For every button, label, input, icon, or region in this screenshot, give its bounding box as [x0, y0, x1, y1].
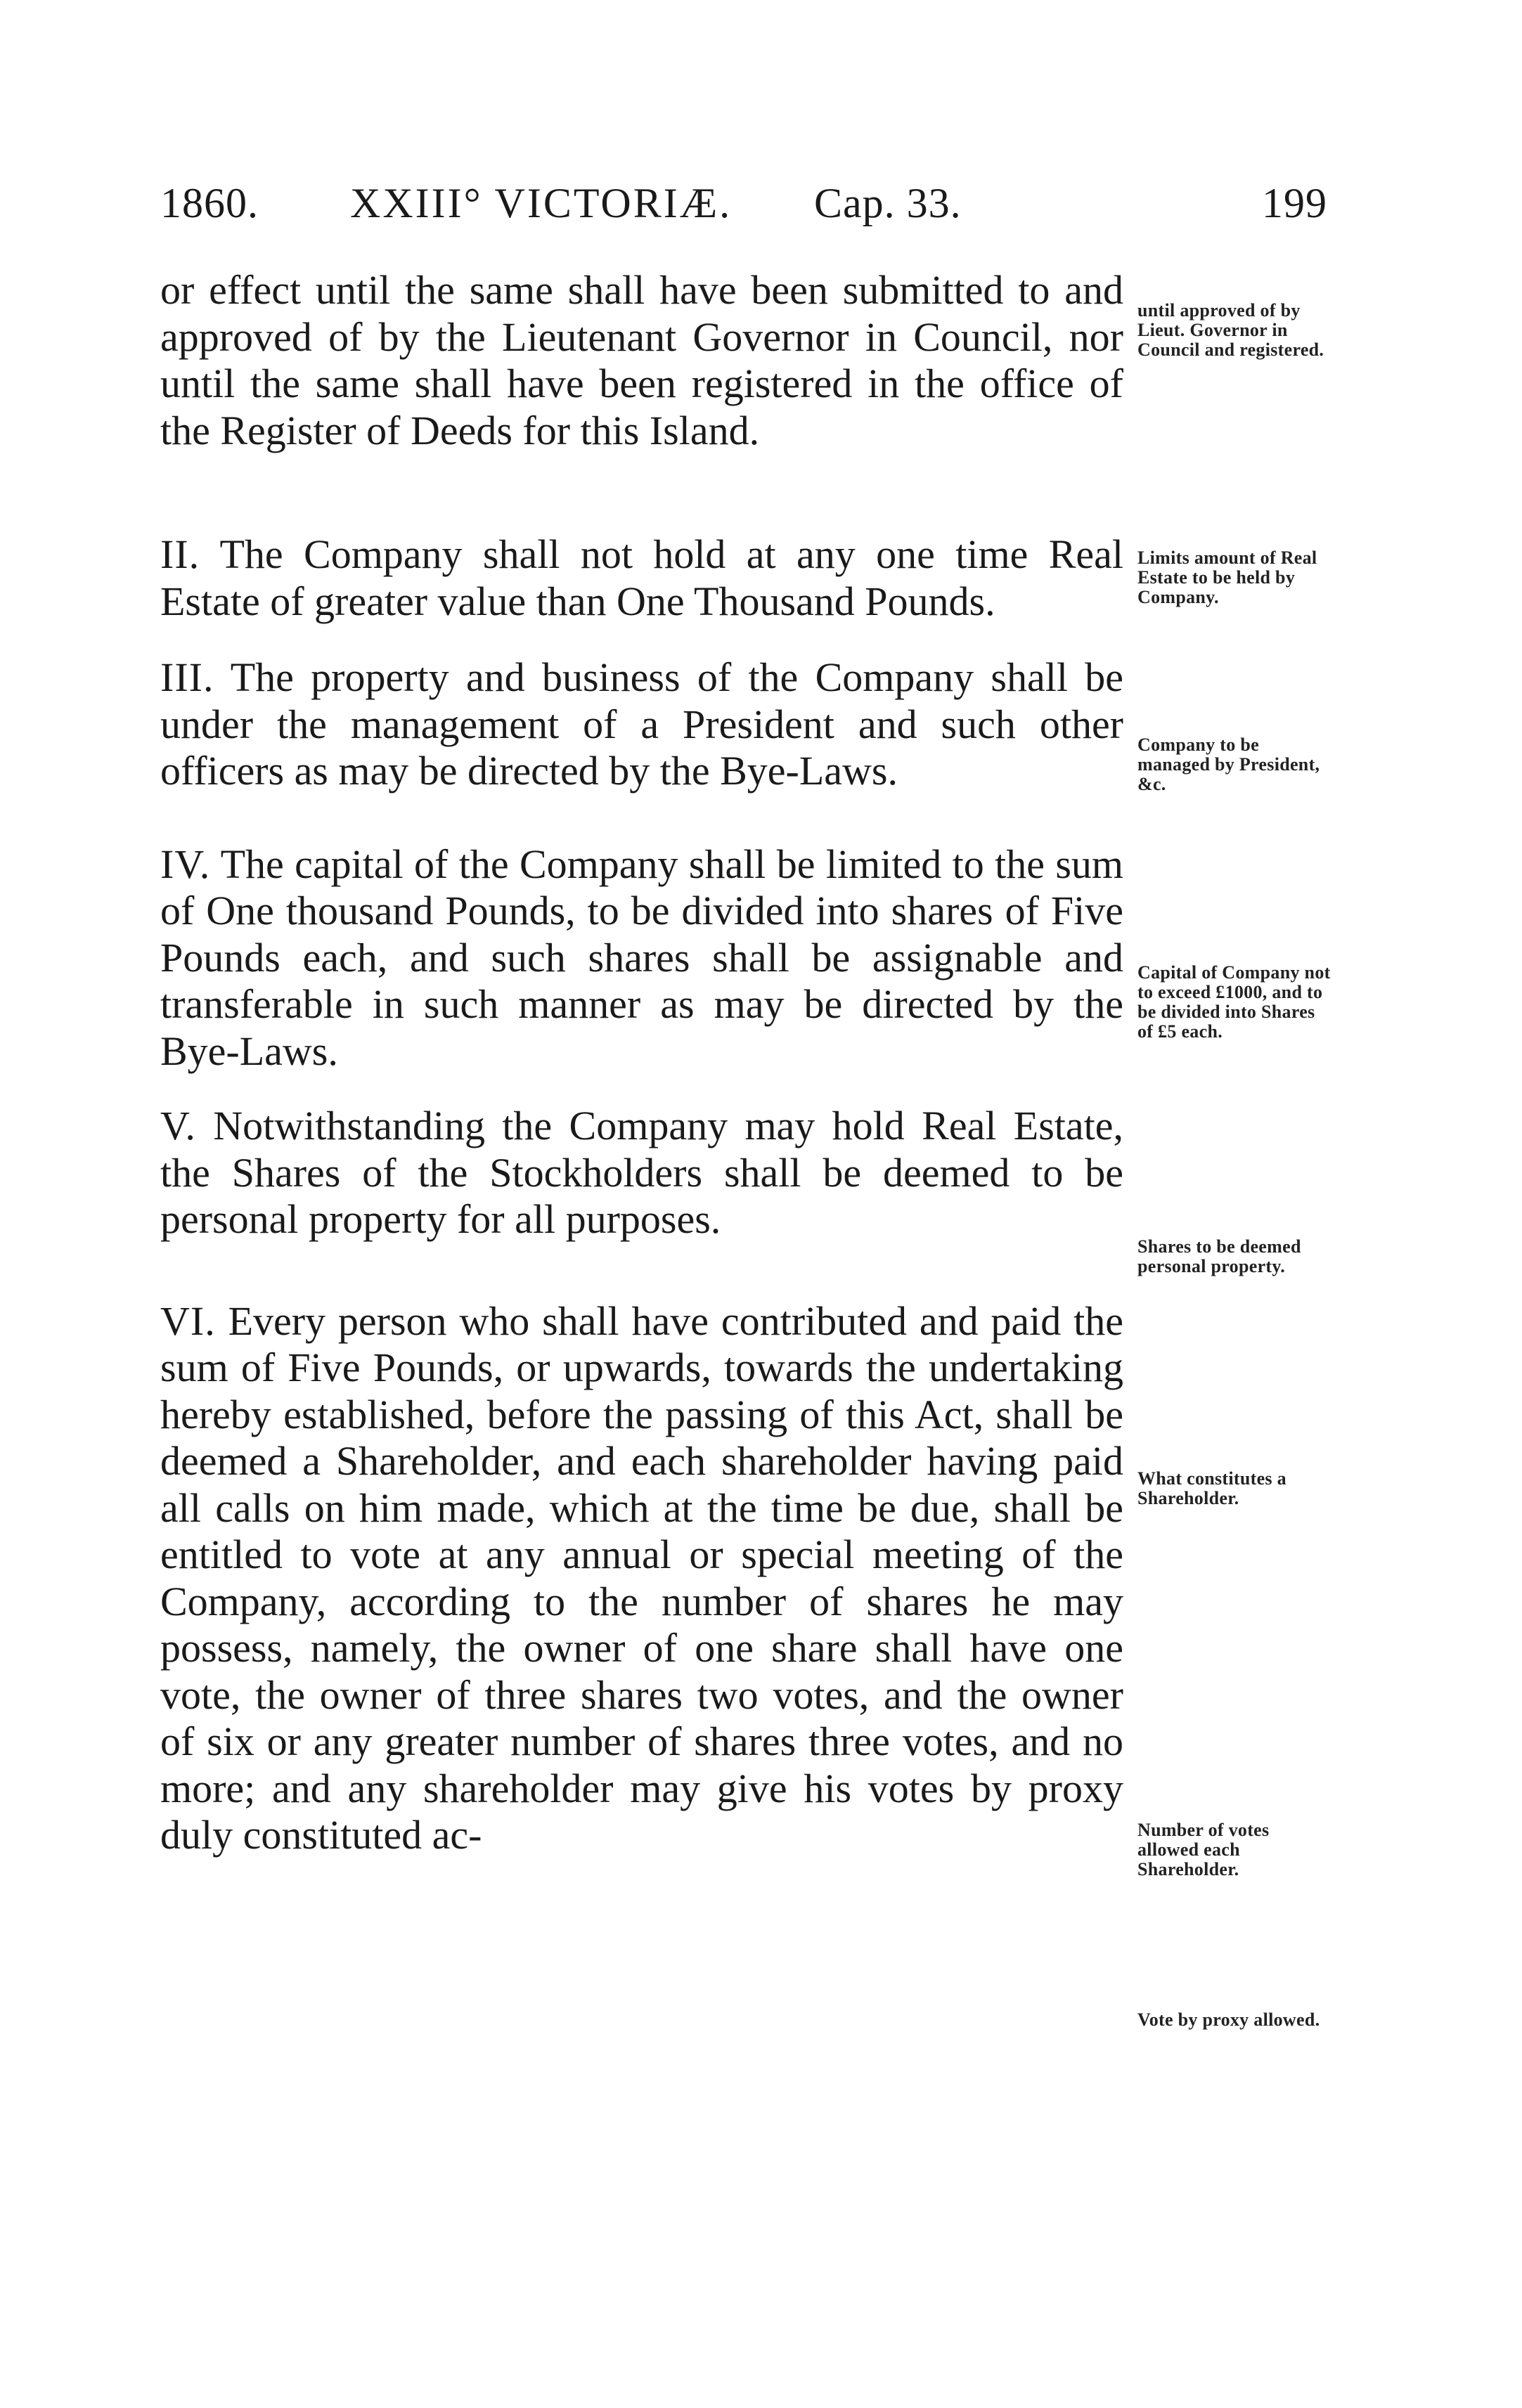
- section-iv: [160, 841, 1123, 1075]
- margin-note-approval: until approved of by Lieut. Governor in Council and registered.: [1137, 300, 1324, 360]
- page-number: 199: [1262, 180, 1327, 226]
- body-text: [160, 267, 1123, 1859]
- section-number: V.: [160, 1103, 196, 1148]
- margin-note-proxy: Vote by proxy allowed.: [1137, 2009, 1320, 2030]
- section-text: Every person who shall have contributed and paid the sum of Five Pounds, or upwards, towards the undertaking hereby established, before the passing of this Act, shall be deemed a Shareholder, and each shareholder having paid all calls on him made, which at the time be due, shall be entitled to vote at any annual or special meeting of the Company, according to the number of shares he may possess, namely, the owner of one share shall have one vote, the owner of three shares two votes, and the owner of six or any greater number of shares three votes, and no more; and any shareholder may give his votes by proxy duly constituted ac-: [160, 1297, 1123, 1858]
- section-number: II.: [160, 531, 200, 577]
- section-text: Notwithstanding the Company may hold Real Estate, the Shares of the Stockholders shall be deemed to be personal property for all purposes.: [160, 1103, 1124, 1242]
- section-text: or effect until the same shall have been submitted to and approved of by the Lieutenant Governor in Council, nor until the same shall have been registered in the office of the Register of Deeds for this Island.: [160, 267, 1123, 453]
- section-continuation: [160, 267, 1123, 454]
- margin-note-real-estate-limit: Limits amount of Real Estate to be held by Company.: [1137, 548, 1317, 607]
- margin-note-shareholder: What constitutes a Shareholder.: [1137, 1468, 1286, 1508]
- margin-note-votes: Number of votes allowed each Shareholder.: [1137, 1820, 1270, 1879]
- section-number: VI.: [160, 1297, 216, 1344]
- section-ii: [160, 531, 1123, 625]
- margin-note-capital: Capital of Company not to exceed £1000, and to be divided into Shares of £5 each.: [1137, 962, 1331, 1042]
- section-number: IV.: [160, 841, 211, 887]
- header-title: XXIII° VICTORIÆ.: [350, 180, 733, 226]
- section-text: The capital of the Company shall be limited to the sum of One thousand Pounds, to be divided into shares of Five Pounds each, and such shares shall be assignable and transferable in such manner as may be directed by the Bye-Laws.: [160, 841, 1124, 1074]
- header-year: 1860.: [160, 180, 259, 226]
- header-chapter: Cap. 33.: [814, 180, 962, 226]
- section-number: III.: [160, 654, 214, 700]
- section-text: The Company shall not hold at any one time Real Estate of greater value than One Thousand Pounds.: [160, 531, 1124, 624]
- section-vi: [160, 1298, 1123, 1859]
- margin-note-management: Company to be managed by President, &c.: [1137, 734, 1320, 794]
- running-header: [160, 179, 1327, 235]
- margin-note-personal-property: Shares to be deemed personal property.: [1137, 1236, 1301, 1276]
- section-v: [160, 1103, 1123, 1243]
- section-iii: [160, 654, 1123, 795]
- section-text: The property and business of the Company shall be under the management of a President and such other officers as may be directed by the Bye-Laws.: [160, 654, 1123, 794]
